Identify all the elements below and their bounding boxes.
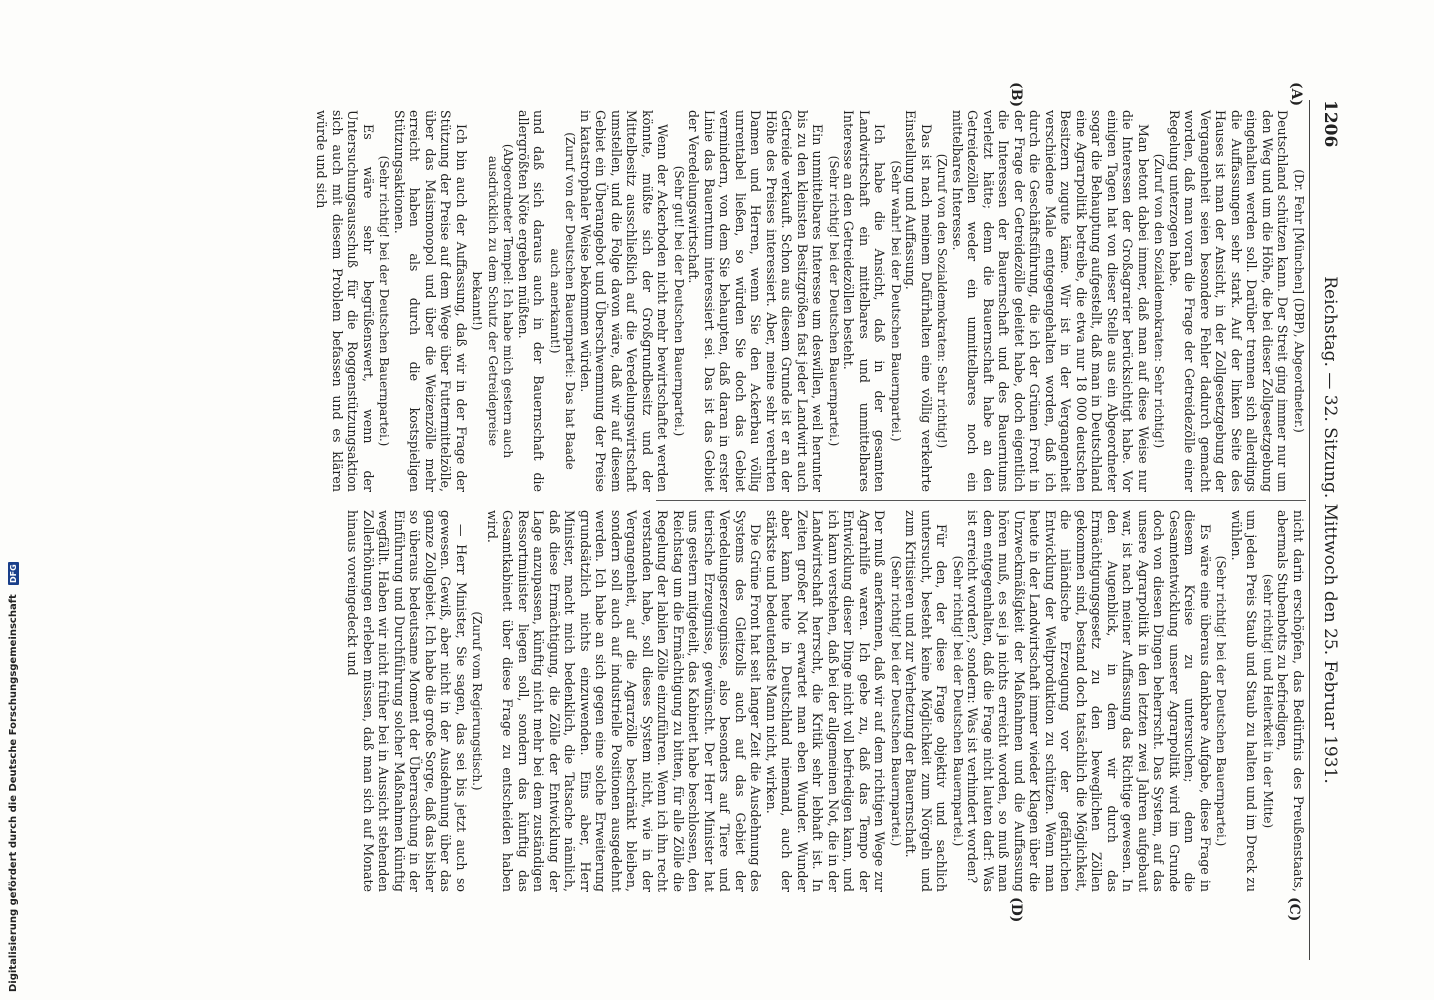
paragraph: Wenn der Ackerboden nicht mehr bewirtschaftet werden könnte, müßte sich der Großgrundbesitz und der Mittelbesitz ausschließlich auf die Veredelungswirtschaft umstellen, und die Folge davon wäre, daß wir auf diesem Gebiet ein Überangebot und Überschwemmung der Preise in katastrophaler Weise bekommen würden. (578, 110, 671, 492)
column-divider (656, 500, 1306, 501)
paragraph: um jeden Preis Staub und Staub zu halten und im Dreck zu wühlen. (1229, 510, 1260, 892)
interjection: (Abgeordneter Tempel: Ich habe mich gestern auch ausdrücklich zu dem Schutz der Getreidepreise bekannt!) (470, 143, 516, 459)
interjection: (Zuruf von den Sozialdemokraten: Sehr richtig!) (1152, 153, 1167, 449)
interjection: (Sehr wahr! bei der Deutschen Bauernpartei.) (889, 160, 903, 442)
paragraph: Das ist nach meinem Dafürhalten eine völlig verkehrte Einstellung und Auffassung. (903, 110, 934, 492)
interjection: (Sehr richtig! bei der Deutschen Bauernpartei.) (889, 555, 903, 847)
left-column (314, 110, 1306, 492)
paragraph: nicht darin erschöpfen, das Bedürfnis des Preußenstaats, abermals Stubenbotts zu befriedigen, (1275, 510, 1306, 892)
margin-mark-b: (B) (1008, 82, 1024, 108)
paragraph: Der muß anerkennen, daß wir auf dem richtigen Wege zur Agrarhilfe waren. Ich gebe zu, daß das Tempo der Entwicklung dieser Dinge nicht voll befriedigen kann, und ich kann verstehen, daß bei der allgemeinen Not, die in der Landwirtschaft herrscht, die Kritik sehr lebhaft ist. In Zeiten großer Not erwartet man eben Wunder. Wunder aber kann heute in Deutschland niemand, auch der stärkste und bedeutendste Mann nicht, wirken. (764, 510, 888, 892)
digitization-credit (8, 562, 19, 992)
paragraph: Ich habe die Ansicht, daß in der gesamten Landwirtschaft ein mittelbares und unmittelbares Interesse an den Getreidezöllen besteht. (841, 110, 888, 492)
page-number: 1206 (1320, 100, 1340, 148)
interjection: (Sehr richtig! bei der Deutschen Bauernpartei.) (827, 155, 841, 447)
interjection: (Sehr gut! bei der Deutschen Bauernpartei.) (672, 165, 686, 437)
interjection: (Sehr richtig! bei der Deutschen Bauernpartei.) (951, 555, 965, 847)
header-rule (1309, 100, 1310, 960)
paragraph: Ich bin auch der Auffassung, daß wir in der Frage der Stützung der Preise auf dem Wege über Futtermittelzölle, über das Maismonopol und über die Weizenzölle mehr erreicht haben als durch die kostspieligen Stützungsaktionen. (392, 110, 469, 492)
paragraph: Man betont dabei immer, daß man auf diese Weise nur die Interessen der Großagrarier berücksichtigt habe. Vor einigen Tagen hat von dieser Stelle aus ein Abgeordneter sogar die Behauptung aufgestellt, daß man in Deutschland eine Agrarpolitik betreibe, die etwa nur 18 000 deutschen Besitzern zugute käme. Wir ist in der Vergangenheit verschiedene Male entgegengehalten worden, daß ich durch die Geschäftsführung, die ich der Grünen Front in der Frage der Getreidezölle geleitet habe, doch eigentlich die Interessen der Bauernschaft und des Bauerntums verletzt hätte; denn die Bauernschaft habe an den Getreidezöllen weder ein unmittelbares noch ein mittelbares Interesse. (950, 110, 1151, 492)
interjection: (Sehr richtig! bei der Deutschen Bauernpartei.) (1214, 555, 1229, 847)
paragraph: Ein unmittelbares Interesse um deswillen, weil herunter bis zu den kleinsten Besitzgrößen fast jeder Landwirt auch Getreide verkauft. Schon aus diesem Grunde ist er an der Höhe des Preises interessiert. Aber, meine sehr verehrten Damen und Herren, wenn Sie den Ackerbau völlig unrentabel ließen, so würden Sie doch das Gebiet vermindern, von dem Sie behaupten, daß daran in erster Linie das Bauerntum interessiert sei. Das ist das Gebiet der Veredelungswirtschaft. (686, 110, 826, 492)
paragraph: Es wäre eine überaus dankbare Aufgabe, diese Frage in diesem Kreise zu untersuchen; denn die Gesamtentwicklung unserer Agrarpolitik wird im Grunde doch von diesen Dingen beherrscht. Das System, auf das unsere Agrarpolitik in den letzten zwei Jahren aufgebaut war, ist nach meiner Auffassung das Richtige gewesen. In den Augenblick, in dem wir durch das Ermächtigungsgesetz zu den beweglichen Zöllen gekommen sind, bestand doch tatsächlich die Möglichkeit, die inländische Erzeugung vor der gefährlichen Entwicklung der Weltproduktion zu schützen. Wenn man heute in der Landwirtschaft immer wieder Klagen über die Unzweckmäßigkeit der Maßnahmen und die Auffassung hören muß, es sei ja nichts erreicht worden, so muß man dem entgegenhalten, daß die Frage nicht lauten darf: Was ist erreicht worden?, sondern: Was ist verhindert worden? (965, 510, 1213, 892)
paragraph: Deutschland schützen kann. Der Streit ging immer nur um den Weg und um die Höhe, die bei dieser Zollgesetzgebung eingehalten werden soll. Darüber trennen sich allerdings die Auffassungen sehr stark. Auf der linken Seite des Hauses ist man der Ansicht, in der Zollgesetzgebung der Vergangenheit seien besondere Fehler dadurch gemacht worden, daß man voran die Frage der Getreidezölle einer Regelung unterzogen habe. (1167, 110, 1291, 492)
interjection: (Zuruf von der Deutschen Bauernpartei: Das hat Baade auch anerkannt!) (548, 132, 578, 470)
interjection: (Zuruf vom Regierungstisch.) (470, 611, 485, 791)
credit-text: Digitalisierung gefördert durch die Deutsche Forschungsgemeinschaft (8, 594, 19, 992)
interjection: (Sehr richtig! bei der Deutschen Bauernpartei.) (377, 155, 392, 447)
paragraph: und daß sich daraus auch in der Bauernschaft die allergrößten Nöte ergeben müßten. (516, 110, 547, 492)
paragraph: Es wäre sehr begrüßenswert, wenn der Untersuchungsausschuß für die Roggenstützungsaktion sich auch mit diesem Problem befassen und es klären würde und sich (314, 110, 376, 492)
interjection: (Zuruf von den Sozialdemokraten: Sehr richtig!) (935, 153, 950, 449)
paragraph: — Herr Minister, Sie sagen, das sei bis jetzt auch so gewesen. Gewiß, aber nicht in der Ausdehnung über das ganze Zollgebiet. Ich habe die große Sorge, daß das bisher so überaus bedeutsame Moment der Überraschung in der Einführung und Durchführung solcher Maßnahmen künftig wegfällt. Haben wir nicht früher bei in Aussicht stehenden Zollerhöhungen erleben müssen, daß man sich auf Monate hinaus voreingedeckt und (345, 510, 469, 892)
margin-mark-c: (C) (1286, 897, 1302, 922)
dfg-logo-icon: DFG (9, 563, 18, 583)
margin-mark-a: (A) (1288, 82, 1304, 107)
speaker-line: (Dr. Fehr [München] (DBP), Abgeordneter.) (1292, 169, 1306, 433)
margin-mark-d: (D) (1008, 897, 1024, 923)
interjection: (sehr richtig! und Heiterkeit in der Mitte) (1261, 573, 1275, 829)
paragraph: Für den, der diese Frage objektiv und sachlich untersucht, besteht keine Möglichkeit zum Nörgeln und zum Kritisieren und zur Verhetzung der Bauernschaft. (903, 510, 950, 892)
right-column (345, 510, 1306, 892)
paragraph: Die Grüne Front hat seit langer Zeit die Ausdehnung des Systems des Gleitzolls auch auf das Gebiet der Veredelungserzeugnisse, also besonders auf Tiere und tierische Erzeugnisse, gewünscht. Der Herr Minister hat uns gestern mitgeteilt, das Kabinett habe beschlossen, den Reichstag um die Ermächtigung zu bitten, für alle Zölle die Regelung der labilen Zölle einzuführen. Wenn ich ihn recht verstanden habe, soll dieses System nicht, wie in der Vergangenheit, auf die Agrarzölle beschränkt bleiben, sondern soll auch auf industrielle Positionen ausgedehnt werden. Ich habe an sich gegen eine solche Erweiterung grundsätzlich nichts einzuwenden. Eins aber, Herr Minister, macht mich bedenklich, die Tatsache nämlich, daß diese Ermächtigung, die Zölle der Entwicklung der Lage anzupassen, künftig nicht mehr bei dem zuständigen Ressortminister liegen soll, sondern das künftig das Gesamtkabinett über diese Frage zu entscheiden haben wird. (485, 510, 764, 892)
page-title: Reichstag. — 32. Sitzung. Mittwoch den 25. Februar 1931. (1320, 276, 1340, 784)
page-header (1318, 100, 1340, 960)
